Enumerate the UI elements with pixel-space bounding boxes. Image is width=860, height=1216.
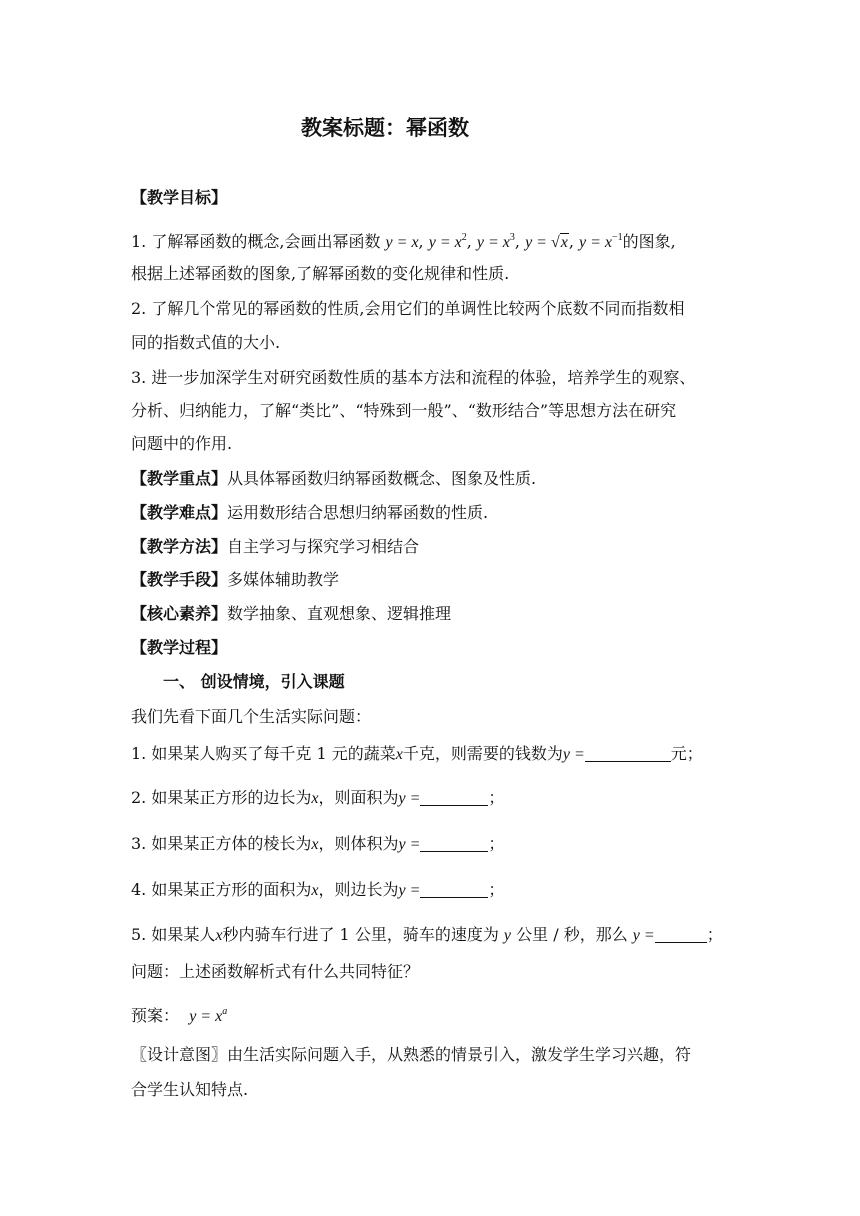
answer-blank [420,789,488,806]
answer-blank [420,835,488,852]
question-5: 5. 如果某人x秒内骑车行进了 1 公里，骑车的速度为 y 公里 / 秒，那么 y = ； [131,925,723,944]
design-intent-line-2: 合学生认知特点. [131,1080,249,1099]
process-heading: 【教学过程】 [131,638,228,657]
question-common-feature: 问题：上述函数解析式有什么共同特征？ [131,962,420,981]
section-literacy: 【核心素养】数学抽象、直观想象、逻辑推理 [131,604,452,623]
answer-line: 预案： $y = x^a$ [131,1006,228,1025]
goal-1-text: 1. 了解幂函数的概念,会画出幂函数 [131,232,381,251]
section-key-points: 【教学重点】从具体幂函数归纳幂函数概念、图象及性质. [131,469,537,488]
question-2: 2. 如果某正方形的边长为x，则面积为y = ； [131,788,505,807]
page-title: 教案标题：幂函数 [301,116,469,140]
answer-blank [585,745,671,762]
goal-2-line-2: 同的指数式值的大小. [131,333,281,352]
design-intent-line-1: 〖设计意图〗由生活实际问题入手，从熟悉的情景引入，激发学生学习兴趣，符 [131,1045,692,1064]
goal-3-line-1: 3. 进一步加深学生对研究函数性质的基本方法和流程的体验，培养学生的观察、 [131,368,696,387]
func-y-x2: $y = x^2$ [428,232,467,251]
answer-blank [420,881,488,898]
goal-1-line-1: 1. 了解幂函数的概念,会画出幂函数 y = x, $y = x^2$, $y = x^3$, y = √x, $y = x^{-1}$的图象, [131,232,676,251]
func-y-x3: $y = x^3$ [476,232,515,251]
section-difficulty: 【教学难点】运用数形结合思想归纳幂函数的性质. [131,503,489,522]
step-1-heading: 一、 创设情境，引入课题 [163,672,345,691]
goal-3-line-3: 问题中的作用. [131,434,233,453]
func-y-sqrt-x: y = √x [525,234,568,251]
goal-1-line-2: 根据上述幂函数的图象,了解幂函数的变化规律和性质. [131,264,510,283]
goals-heading: 【教学目标】 [131,188,228,207]
question-3: 3. 如果某正方体的棱长为x，则体积为y = ； [131,834,505,853]
goal-3-line-2: 分析、归纳能力，了解“类比”、“特殊到一般”、“数形结合”等思想方法在研究 [131,401,677,420]
question-4: 4. 如果某正方形的面积为x，则边长为y = ； [131,880,505,899]
goal-2-line-1: 2. 了解几个常见的幂函数的性质,会用它们的单调性比较两个底数不同而指数相 [131,299,685,318]
func-y-x: y = x [385,234,419,251]
goal-1-tail: 的图象, [622,232,676,251]
question-1: 1. 如果某人购买了每千克 1 元的蔬菜x千克，则需要的钱数为y = 元； [131,744,703,763]
answer-blank [655,926,707,943]
func-y-x-inv: $y = x^{-1}$ [579,232,623,251]
intro-text: 我们先看下面几个生活实际问题： [131,707,372,726]
section-means: 【教学手段】多媒体辅助教学 [131,570,340,589]
section-method: 【教学方法】自主学习与探究学习相结合 [131,537,420,556]
